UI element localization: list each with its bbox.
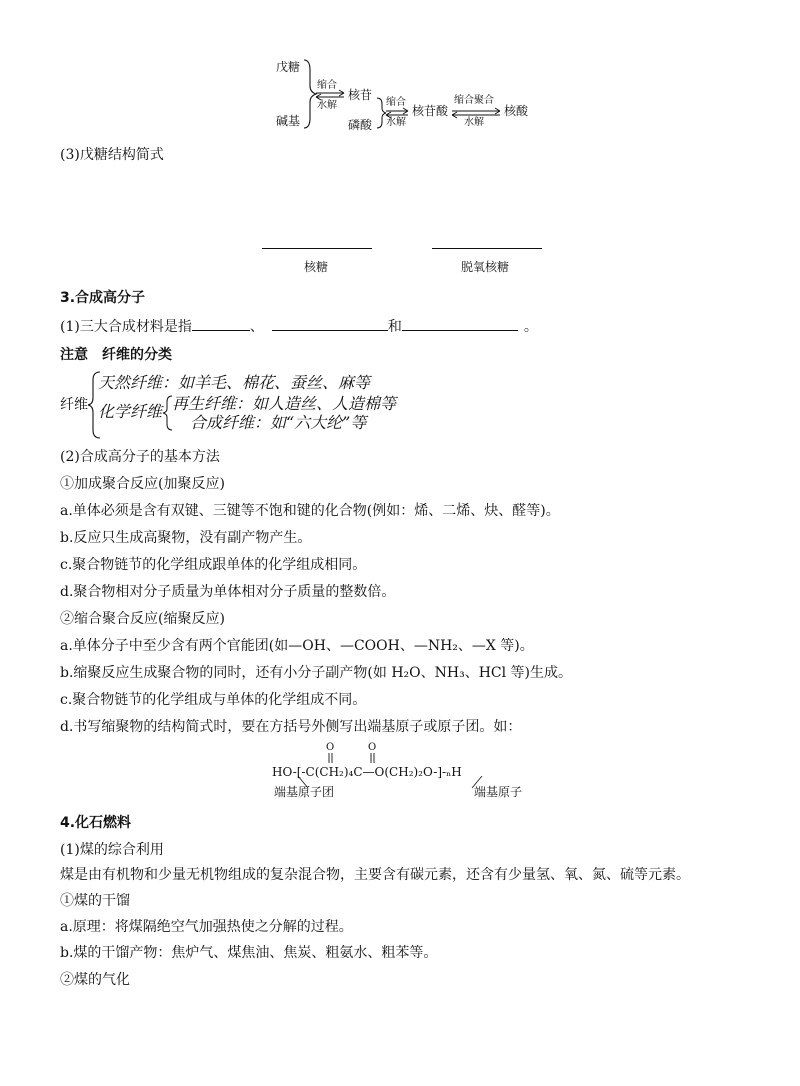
section-3-heading: 3.合成高分子 — [60, 290, 146, 306]
separator-2: 和 — [387, 319, 402, 335]
condensation-b: b.缩聚反应生成聚合物的同时，还有小分子副产物(如 H₂O、NH₃、HCl 等)生成。 — [60, 665, 573, 681]
flow-arrows — [300, 56, 540, 132]
answer-blank-2[interactable] — [272, 317, 388, 331]
dry-distillation-a: a.原理：将煤隔绝空气加强热使之分解的过程。 — [60, 919, 353, 935]
hydrolysis-label-3: 水解 — [464, 117, 484, 128]
hydrolysis-label-2: 水解 — [386, 117, 406, 128]
deoxyribose-label: 脱氧核糖 — [461, 260, 510, 274]
answer-blank-1[interactable] — [192, 317, 250, 331]
ribose-answer-line — [262, 248, 372, 249]
coal-question-1: (1)煤的综合利用 — [60, 842, 164, 858]
condensation-d: d.书写缩聚物的结构简式时，要在方括号外侧写出端基原子或原子团。如： — [60, 719, 522, 735]
polycondense-label: 缩合聚合 — [454, 95, 494, 106]
condensation-title: ②缩合聚合反应(缩聚反应) — [60, 611, 225, 627]
synthetic-fiber: 合成纤维：如“六大纶”等 — [190, 413, 367, 432]
addition-b: b.反应只生成高聚物，没有副产物产生。 — [60, 530, 312, 546]
end-group-left-label: 端基原子团 — [274, 785, 335, 799]
section-4-heading: 4.化石燃料 — [60, 815, 132, 831]
formula-main: HO-[-C(CH₂)₄C—O(CH₂)₂O-]-ₙH — [272, 765, 462, 779]
deoxyribose-answer-line — [432, 248, 542, 249]
carbonyl-o-1: O — [326, 742, 335, 753]
condensation-a: a.单体分子中至少含有两个官能团(如—OH、—COOH、—NH₂、—X 等)。 — [60, 638, 534, 654]
question-2: (2)合成高分子的基本方法 — [60, 449, 220, 465]
note-heading: 注意 纤维的分类 — [60, 347, 172, 363]
addition-c: c.聚合物链节的化学组成跟单体的化学组成相同。 — [60, 557, 367, 573]
dry-distillation-b: b.煤的干馏产物：焦炉气、煤焦油、焦炭、粗氨水、粗苯等。 — [60, 945, 438, 961]
pentose-label: 戊糖 — [276, 60, 301, 74]
separator-1: 、 — [249, 319, 264, 335]
base-label: 碱基 — [276, 114, 301, 128]
gasification-title: ②煤的气化 — [60, 972, 130, 988]
natural-fiber: 天然纤维：如羊毛、棉花、蚕丝、麻等 — [98, 373, 371, 392]
question-1-prefix: (1)三大合成材料是指 — [60, 319, 192, 335]
answer-blank-3[interactable] — [402, 317, 518, 331]
dry-distillation-title: ①煤的干馏 — [60, 893, 130, 909]
end-group-right-label: 端基原子 — [474, 785, 523, 799]
period: 。 — [523, 319, 538, 335]
hydrolysis-label-1: 水解 — [317, 100, 337, 111]
coal-intro: 煤是由有机物和少量无机物组成的复杂混合物，主要含有碳元素，还含有少量氢、氧、氮、硫等元素。 — [60, 867, 690, 883]
nucleotide-label: 核苷酸 — [412, 104, 449, 118]
addition-d: d.聚合物相对分子质量为单体相对分子质量的整数倍。 — [60, 584, 396, 600]
fiber-label: 纤维 — [60, 397, 88, 413]
question-1-line — [60, 317, 538, 336]
carbonyl-o-2: O — [368, 742, 377, 753]
addition-a: a.单体必须是含有双键、三键等不饱和键的化合物(例如：烯、二烯、炔、醛等)。 — [60, 503, 560, 519]
condense-label-2: 缩合 — [386, 97, 406, 108]
nucleic-acid-label: 核酸 — [504, 104, 529, 118]
addition-title: ①加成聚合反应(加聚反应) — [60, 476, 225, 492]
double-bonds — [326, 752, 378, 766]
nucleoside-label: 核苷 — [348, 88, 373, 102]
phosphate-label: 磷酸 — [348, 118, 373, 132]
condensation-c: c.聚合物链节的化学组成与单体的化学组成不同。 — [60, 692, 367, 708]
pentose-structure-title: (3)戊糖结构简式 — [60, 147, 164, 163]
condense-label-1: 缩合 — [317, 80, 337, 91]
regenerated-fiber: 再生纤维：如人造丝、人造棉等 — [172, 394, 397, 413]
ribose-label: 核糖 — [304, 260, 329, 274]
chemical-fiber: 化学纤维 — [98, 402, 163, 421]
